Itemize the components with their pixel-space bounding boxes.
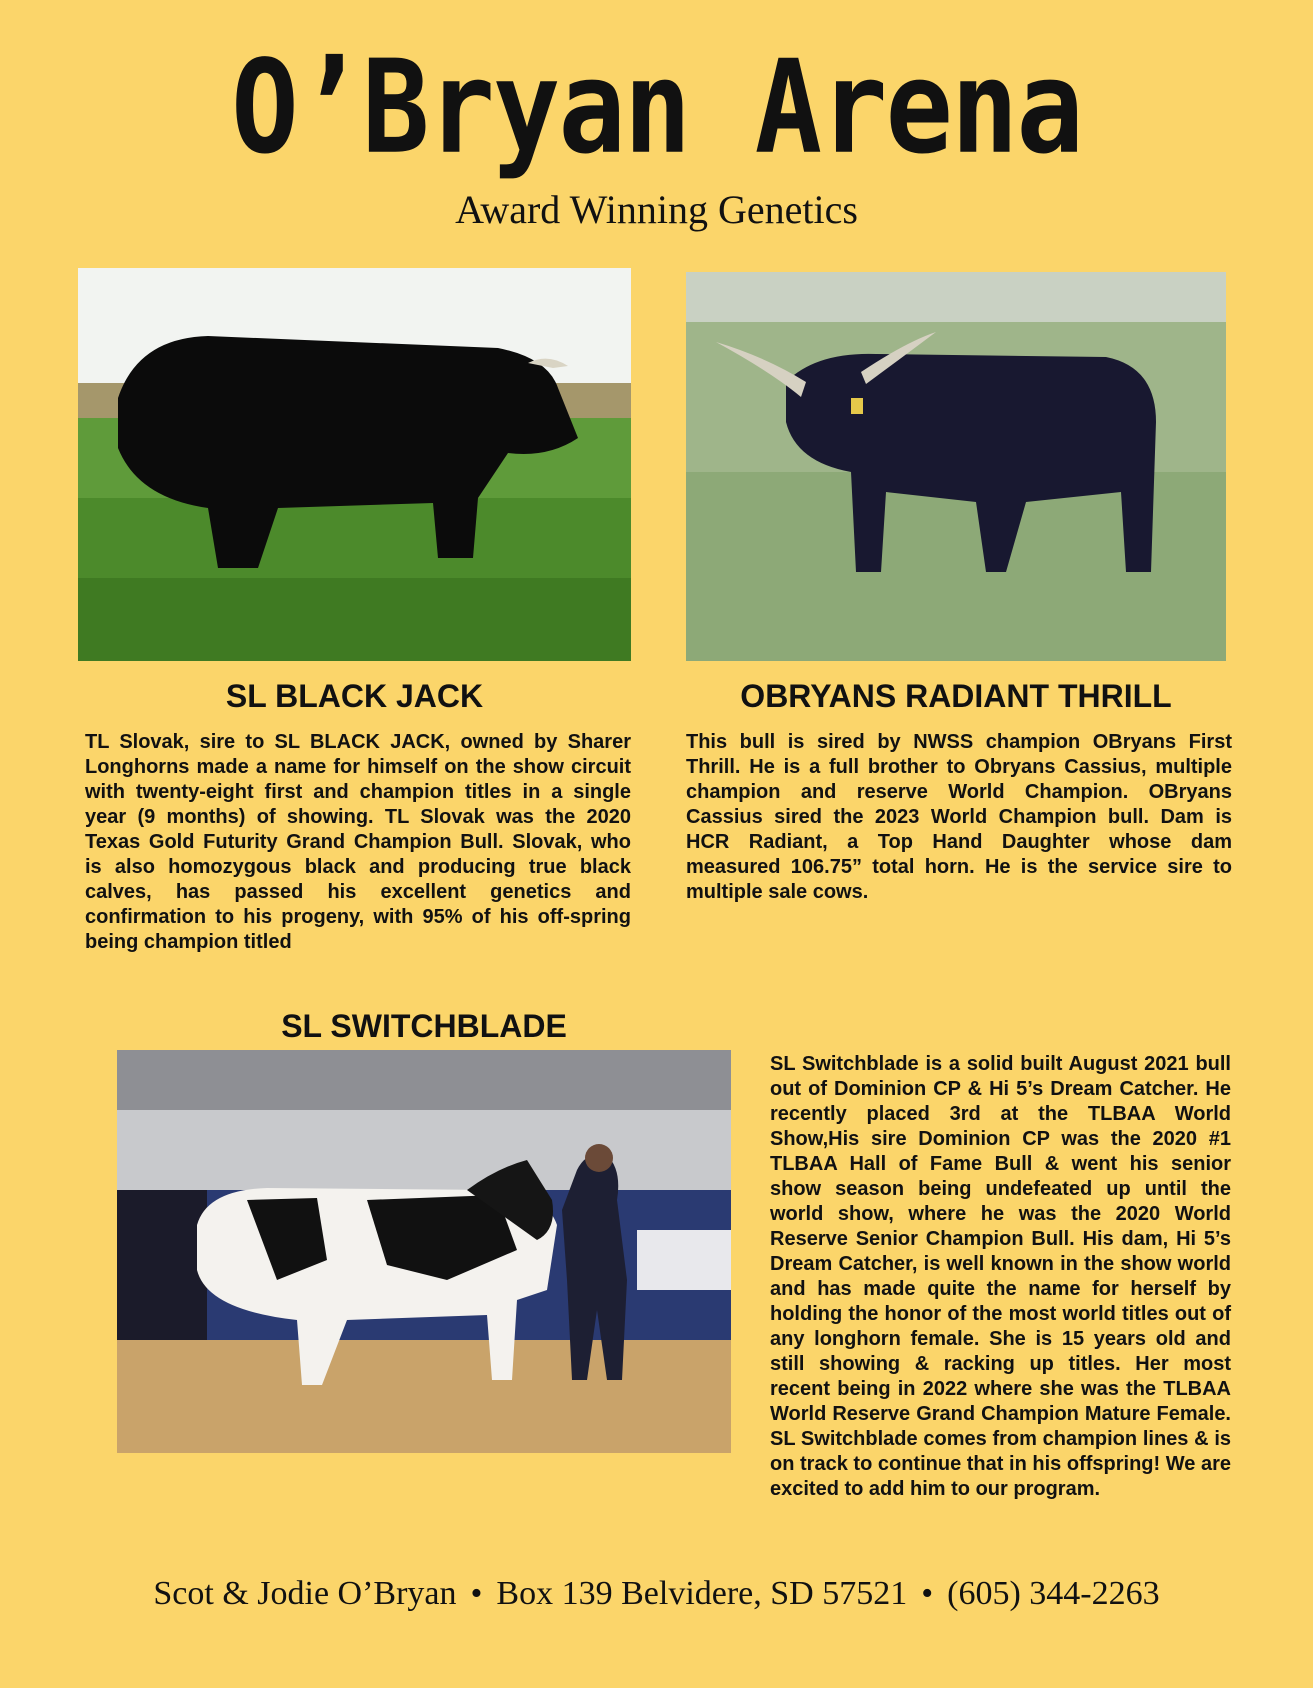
footer-address: Box 139 Belvidere, SD 57521 <box>496 1575 908 1612</box>
footer-owners: Scot & Jodie O’Bryan <box>153 1575 457 1612</box>
footer-phone: (605) 344-2263 <box>947 1575 1160 1612</box>
horned-bull-photo <box>686 272 1226 661</box>
page-title: O’Bryan Arena <box>231 33 1082 183</box>
photo-sl-switchblade <box>117 1050 731 1453</box>
bull-name-sl-black-jack: SL BLACK JACK <box>225 678 484 714</box>
bull-name-obryans-radiant-thrill: OBRYANS RADIANT THRILL <box>740 678 1172 714</box>
footer-separator: • <box>470 1575 483 1612</box>
bull-description-sl-switchblade: SL Switchblade is a solid built August 2021 bull out of Dominion CP & Hi 5’s Dream Catcher. He recently placed 3rd at the TLBAA World Show,His sire Dominion CP was the 2020 #1 TLBAA Hall of Fame Bull & went his senior show season being undefeated up until the world show, where he was the 2020 World Reserve Senior Champion Bull. His dam, Hi 5’s Dream Catcher, is well known in the show world and has made quite the name for herself by holding the honor of the most world titles out of any longhorn female. She is 15 years old and still showing & racking up titles. Her most recent being in 2022 where she was the TLBAA World Reserve Grand Champion Mature Female. SL Switchblade comes from champion lines & is on track to continue that in his offspring! We are excited to add him to our program. <box>770 1053 1231 1500</box>
footer-separator: • <box>921 1575 934 1612</box>
bull-name-sl-switchblade: SL SWITCHBLADE <box>281 1008 567 1044</box>
bull-description-sl-black-jack: TL Slovak, sire to SL BLACK JACK, owned by Sharer Longhorns made a name for himself on the show circuit with twenty-eight first and champion titles in a single year (9 months) of showing. TL Slovak was the 2020 Texas Gold Futurity Grand Champion Bull. Slovak, who is also homozygous black and producing true black calves, has passed his excellent genetics and confirmation to his progeny, with 95% of his off-spring being champion titled <box>85 731 631 953</box>
black-bull-photo <box>78 268 631 661</box>
bull-description-obryans-radiant-thrill: This bull is sired by NWSS champion OBryans First Thrill. He is a full brother to Obryans Cassius, multiple champion and reserve World Champion. OBryans Cassius sired the 2023 World Champion bull. Dam is HCR Radiant, a Top Hand Daughter whose dam measured 106.75” total horn. He is the service sire to multiple sale cows. <box>686 731 1232 903</box>
page-subtitle: Award Winning Genetics <box>455 187 858 232</box>
spotted-bull-photo <box>117 1050 731 1453</box>
photo-sl-black-jack <box>78 268 631 661</box>
photo-obryans-radiant-thrill <box>686 272 1226 661</box>
contact-footer <box>0 1572 1313 1616</box>
